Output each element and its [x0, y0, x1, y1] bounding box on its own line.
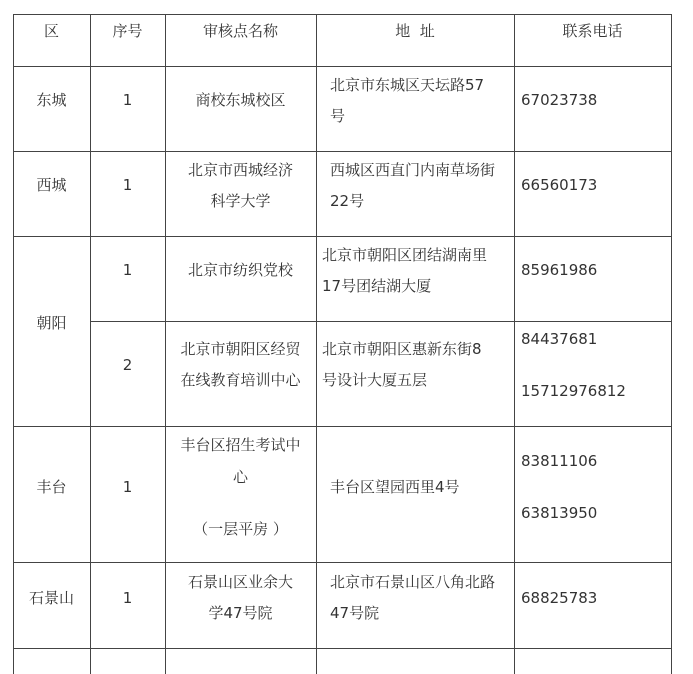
- address-line: 西城区西直门内南草场街: [330, 161, 496, 179]
- site-name-line: （一层平房 ）: [193, 520, 288, 538]
- row-divider: [13, 426, 672, 427]
- phone-cell: 85961986: [521, 261, 598, 279]
- district-cell: 西城: [36, 176, 67, 194]
- row-divider: [90, 321, 672, 322]
- review-sites-table: [13, 14, 672, 674]
- header-name: 审核点名称: [202, 22, 278, 40]
- site-name-line: 心: [232, 468, 248, 486]
- col-divider: [514, 14, 515, 674]
- address-line: 号: [330, 107, 346, 125]
- site-name-line: 丰台区招生考试中: [180, 436, 301, 454]
- row-divider: [13, 236, 672, 237]
- seq-cell: 1: [122, 176, 133, 194]
- address-line: 北京市东城区天坛路57: [330, 76, 485, 94]
- address-line: 北京市石景山区八角北路: [330, 573, 496, 591]
- seq-cell: 1: [122, 478, 133, 496]
- phone-cell: 84437681: [521, 330, 598, 348]
- col-divider: [671, 14, 672, 674]
- header-phone: 联系电话: [562, 22, 623, 40]
- district-cell: 石景山: [28, 589, 74, 607]
- site-name-cell: 商校东城校区: [195, 91, 286, 109]
- seq-cell: 2: [122, 356, 133, 374]
- col-divider: [90, 14, 91, 674]
- phone-cell: 83811106: [521, 452, 598, 470]
- district-cell: 丰台: [36, 478, 67, 496]
- phone-cell: 67023738: [521, 91, 598, 109]
- seq-cell: 1: [122, 589, 133, 607]
- row-divider: [13, 562, 672, 563]
- address-line: 17号团结湖大厦: [322, 277, 432, 295]
- address-line: 47号院: [330, 604, 380, 622]
- phone-cell: 68825783: [521, 589, 598, 607]
- seq-cell: 1: [122, 261, 133, 279]
- col-divider: [316, 14, 317, 674]
- phone-cell: 63813950: [521, 504, 598, 522]
- row-divider: [13, 14, 672, 15]
- header-address: 地 址: [395, 22, 435, 40]
- site-name-line: 石景山区业余大: [187, 573, 293, 591]
- address-line: 丰台区望园西里4号: [330, 478, 460, 496]
- header-seq: 序号: [112, 22, 143, 40]
- phone-cell: 15712976812: [521, 382, 626, 400]
- address-line: 号设计大厦五层: [322, 371, 428, 389]
- site-name-cell: 北京市纺织党校: [187, 261, 293, 279]
- seq-cell: 1: [122, 91, 133, 109]
- site-name-line: 在线教育培训中心: [180, 371, 301, 389]
- site-name-line: 北京市西城经济: [187, 161, 293, 179]
- row-divider: [13, 648, 672, 649]
- site-name-line: 科学大学: [210, 192, 271, 210]
- row-divider: [13, 151, 672, 152]
- phone-cell: 66560173: [521, 176, 598, 194]
- district-cell: 东城: [36, 91, 67, 109]
- row-divider: [13, 66, 672, 67]
- address-line: 22号: [330, 192, 365, 210]
- site-name-line: 北京市朝阳区经贸: [180, 340, 301, 358]
- address-line: 北京市朝阳区惠新东街8: [322, 340, 482, 358]
- site-name-line: 学47号院: [208, 604, 273, 622]
- address-line: 北京市朝阳区团结湖南里: [322, 246, 488, 264]
- col-divider: [13, 14, 14, 674]
- district-cell: 朝阳: [36, 314, 67, 332]
- header-district: 区: [43, 22, 59, 40]
